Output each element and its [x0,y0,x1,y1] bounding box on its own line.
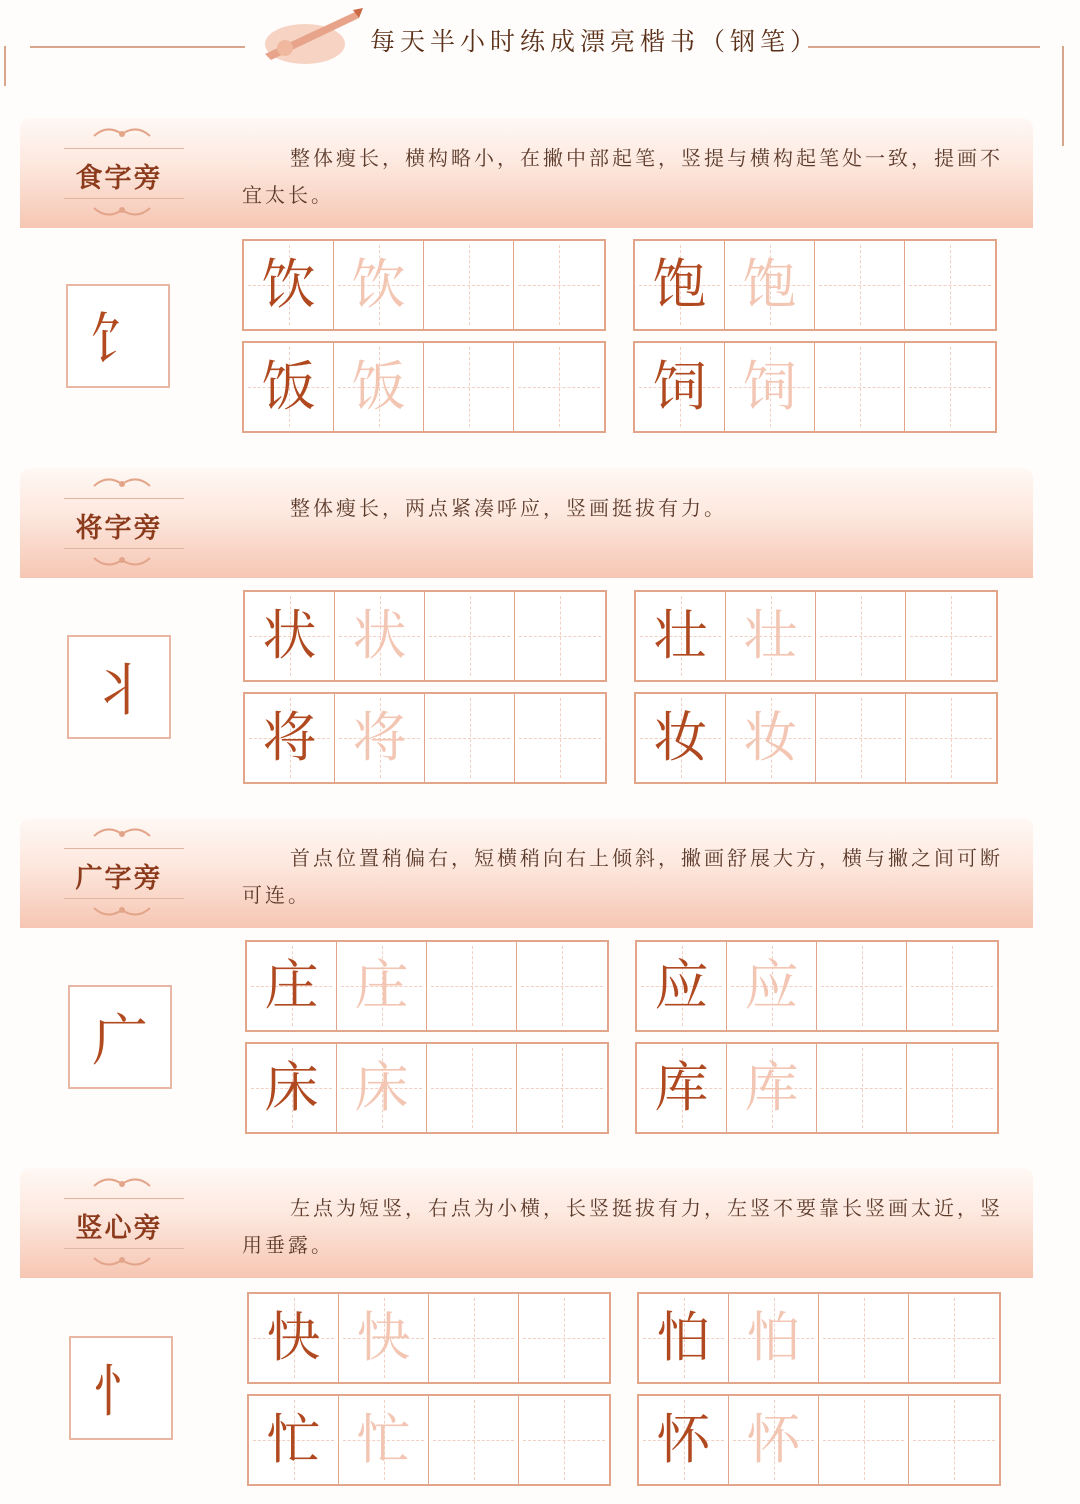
header-rule-left [30,46,245,48]
ornament-icon [92,552,152,570]
model-cell [247,1044,337,1132]
practice-row [242,239,606,331]
section-label: 广字旁 [75,863,163,894]
model-char: 怀 [656,1408,711,1471]
trace-cell[interactable] [339,1294,429,1382]
model-cell [249,1396,339,1484]
practice-row [637,1292,1001,1384]
practice-row [633,239,997,331]
model-cell [639,1396,729,1484]
blank-cell[interactable] [909,1396,999,1484]
trace-cell[interactable] [726,694,816,782]
practice-row [633,341,997,433]
model-cell [639,1294,729,1382]
blank-cell[interactable] [424,241,514,329]
section-label-area [34,468,204,578]
practice-row [245,940,609,1032]
trace-cell[interactable] [729,1396,819,1484]
model-cell [245,592,335,680]
model-cell [636,694,726,782]
model-cell [636,592,726,680]
radical-char: 饣 [90,308,146,373]
section-description: 整体瘦长，两点紧凑呼应，竖画挺拔有力。 [290,496,727,520]
practice-row [242,341,606,433]
model-char: 应 [654,954,709,1017]
blank-cell[interactable] [514,343,604,431]
blank-cell[interactable] [517,1044,607,1132]
model-char: 饲 [652,355,707,418]
blank-cell[interactable] [909,1294,999,1382]
radical-box [66,284,170,388]
trace-cell[interactable] [729,1294,819,1382]
trace-char: 怕 [746,1306,801,1369]
trace-char: 饮 [351,253,406,316]
blank-cell[interactable] [519,1294,609,1382]
model-char: 壮 [653,604,708,667]
trace-cell[interactable] [337,942,427,1030]
trace-char: 忙 [356,1408,411,1471]
blank-cell[interactable] [819,1396,909,1484]
model-cell [635,241,725,329]
model-char: 妆 [653,706,708,769]
trace-char: 怀 [746,1408,801,1471]
section-description: 左点为短竖，右点为小横，长竖挺拔有力，左竖不要靠长竖画太近，竖用垂露。 [242,1196,1003,1257]
blank-cell[interactable] [817,942,907,1030]
radical-char: 丬 [91,659,147,724]
label-rule [64,898,184,899]
practice-row [637,1394,1001,1486]
blank-cell[interactable] [905,241,995,329]
trace-char: 壮 [743,604,798,667]
section-guang-zi-pang [20,818,1033,1138]
section-label: 竖心旁 [75,1213,163,1244]
blank-cell[interactable] [425,694,515,782]
page-title: 每天半小时练成漂亮楷书（钢笔） [370,27,821,56]
section-label: 食字旁 [75,163,163,194]
model-cell [245,694,335,782]
model-char: 饮 [261,253,316,316]
blank-cell[interactable] [815,343,905,431]
radical-char: 广 [92,1009,148,1074]
ornament-icon [92,902,152,920]
blank-cell[interactable] [514,241,604,329]
practice-row [245,1042,609,1134]
brush-logo-icon [245,4,365,70]
label-rule [64,548,184,549]
blank-cell[interactable] [427,1044,517,1132]
blank-cell[interactable] [517,942,607,1030]
blank-cell[interactable] [907,942,997,1030]
trace-char: 庄 [354,954,409,1017]
blank-cell[interactable] [816,592,906,680]
frame-right-edge [1062,46,1064,146]
blank-cell[interactable] [424,343,514,431]
trace-char: 饲 [742,355,797,418]
radical-char: 忄 [93,1360,149,1425]
practice-row [243,692,607,784]
model-cell [637,1044,727,1132]
blank-cell[interactable] [427,942,517,1030]
section-jiang-zi-pang [20,468,1033,788]
blank-cell[interactable] [815,241,905,329]
label-rule [64,1248,184,1249]
section-description: 整体瘦长，横构略小，在撇中部起笔，竖提与横构起笔处一致，提画不宜太长。 [242,146,1003,207]
ornament-icon [92,474,152,492]
model-cell [249,1294,339,1382]
model-cell [635,343,725,431]
label-rule [64,498,184,499]
model-char: 忙 [266,1408,321,1471]
section-label-area [34,818,204,928]
trace-cell[interactable] [339,1396,429,1484]
model-char: 庄 [264,954,319,1017]
trace-cell[interactable] [725,241,815,329]
trace-char: 床 [354,1056,409,1119]
label-rule [64,1198,184,1199]
blank-cell[interactable] [906,694,996,782]
blank-cell[interactable] [816,694,906,782]
frame-left-edge [4,46,6,86]
blank-cell[interactable] [817,1044,907,1132]
ornament-icon [92,124,152,142]
model-char: 床 [264,1056,319,1119]
model-char: 将 [262,706,317,769]
blank-cell[interactable] [515,694,605,782]
practice-row [634,692,998,784]
section-label-area [34,118,204,228]
label-rule [64,198,184,199]
section-shi-zi-pang [20,118,1033,438]
header-rule-right [808,46,1040,48]
model-char: 快 [266,1306,321,1369]
model-cell [247,942,337,1030]
blank-cell[interactable] [907,1044,997,1132]
trace-char: 饭 [351,355,406,418]
trace-char: 库 [744,1056,799,1119]
model-char: 状 [262,604,317,667]
blank-cell[interactable] [519,1396,609,1484]
model-char: 饭 [261,355,316,418]
practice-row [635,940,999,1032]
trace-cell[interactable] [335,592,425,680]
model-char: 怕 [656,1306,711,1369]
ornament-icon [92,824,152,842]
model-char: 库 [654,1056,709,1119]
blank-cell[interactable] [819,1294,909,1382]
radical-box [68,985,172,1089]
blank-cell[interactable] [425,592,515,680]
trace-cell[interactable] [334,241,424,329]
section-label-area [34,1168,204,1278]
model-char: 饱 [652,253,707,316]
blank-cell[interactable] [906,592,996,680]
radical-box [69,1336,173,1440]
trace-cell[interactable] [727,942,817,1030]
practice-row [634,590,998,682]
blank-cell[interactable] [515,592,605,680]
trace-cell[interactable] [726,592,816,680]
practice-row [635,1042,999,1134]
trace-char: 快 [356,1306,411,1369]
section-shu-xin-pang [20,1168,1033,1498]
model-cell [637,942,727,1030]
model-cell [244,241,334,329]
trace-char: 应 [744,954,799,1017]
ornament-icon [92,1174,152,1192]
ornament-icon [92,202,152,220]
blank-cell[interactable] [429,1294,519,1382]
trace-char: 妆 [743,706,798,769]
practice-row [247,1394,611,1486]
blank-cell[interactable] [429,1396,519,1484]
blank-cell[interactable] [905,343,995,431]
radical-box [67,635,171,739]
ornament-icon [92,1252,152,1270]
label-rule [64,148,184,149]
trace-cell[interactable] [727,1044,817,1132]
trace-cell[interactable] [334,343,424,431]
practice-row [243,590,607,682]
model-cell [244,343,334,431]
trace-char: 状 [352,604,407,667]
label-rule [64,848,184,849]
practice-row [247,1292,611,1384]
section-description: 首点位置稍偏右，短横稍向右上倾斜，撇画舒展大方，横与撇之间可断可连。 [242,846,1003,907]
section-label: 将字旁 [75,513,163,544]
trace-cell[interactable] [725,343,815,431]
trace-cell[interactable] [337,1044,427,1132]
trace-char: 饱 [742,253,797,316]
trace-cell[interactable] [335,694,425,782]
trace-char: 将 [352,706,407,769]
